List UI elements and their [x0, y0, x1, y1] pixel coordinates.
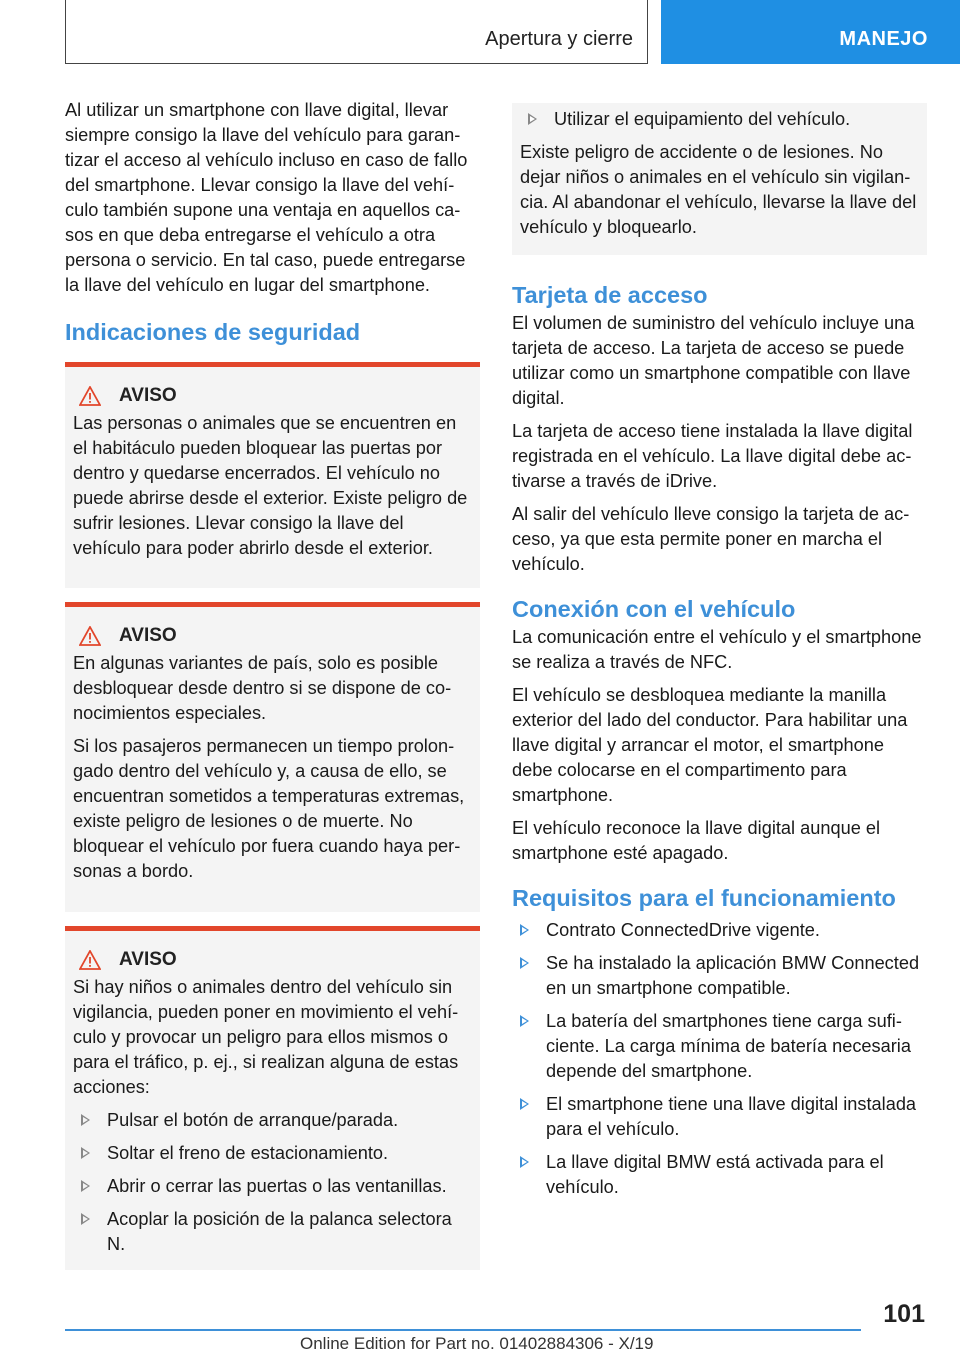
page-number: 101 [883, 1300, 925, 1328]
warning-continuation-box [512, 103, 927, 255]
warning-box-3 [65, 926, 480, 1270]
triangle-bullet-icon [81, 1147, 90, 1159]
list-item-text: Acoplar la posición de la palanca selectora N. [107, 1209, 452, 1254]
list-item-text: Contrato ConnectedDrive vigente. [546, 920, 820, 940]
list-item [512, 951, 927, 1001]
connection-paragraph: El vehículo reconoce la llave digital aunque el smartphone esté apagado. [512, 818, 881, 863]
triangle-bullet-icon [520, 957, 529, 969]
connection-paragraph: La comunicación entre el vehículo y el smartphone se realiza a través de NFC. [512, 627, 922, 672]
access-card-paragraph: La tarjeta de acceso tiene instalada la llave digital registrada en el vehículo. La llave digital debe activarse a través de iDrive. [512, 421, 913, 491]
list-item-text: La batería del smartphones tiene carga suficiente. La carga mínima de batería necesaria depende del smartphone. [546, 1011, 911, 1081]
warning-triangle-icon [79, 626, 101, 646]
left-column [65, 98, 480, 1270]
list-item [520, 107, 919, 132]
warning-text: Existe peligro de accidente o de lesiones. No dejar niños o animales en el vehículo sin vigilancia. Al abandonar el vehículo, llevarse la llave del vehículo y bloquearlo. [520, 142, 917, 237]
warning-triangle-icon [79, 386, 101, 406]
access-card-paragraph: Al salir del vehículo lleve consigo la tarjeta de acceso, ya que esta permite poner en marcha el vehículo. [512, 504, 910, 574]
list-item [512, 1009, 927, 1084]
warning-label: AVISO [119, 949, 177, 970]
header-section-box [65, 0, 648, 64]
list-item-text: Soltar el freno de estacionamiento. [107, 1143, 389, 1163]
access-card-paragraph: El volumen de suministro del vehículo incluye una tarjeta de acceso. La tarjeta de acceso se puede utilizar como un smartphone compatible con llave digital. [512, 313, 915, 408]
warning-triangle-icon [79, 950, 101, 970]
warning-header [73, 625, 472, 647]
access-card-heading: Tarjeta de acceso [512, 282, 708, 308]
header-chapter-title: MANEJO [839, 28, 928, 50]
header-chapter-tab [661, 0, 960, 64]
warning-box-1 [65, 362, 480, 588]
footer-divider [65, 1329, 861, 1331]
warning-text: Si los pasajeros permanecen un tiempo prolongado dentro del vehículo y, a causa de ello, se encuentran sometidos a temperaturas extremas, existe peligro de lesiones o de muerte. No bloquear el vehículo por fuera cuando haya personas a bordo. [73, 736, 465, 881]
list-item [512, 1150, 927, 1200]
list-item [512, 1092, 927, 1142]
warning-text: Si hay niños o animales dentro del vehículo sin vigilancia, pueden poner en movimiento el vehículo y provocar un peligro para ellos mismos o para el tráfico, p. ej., si realizan alguna de estas acciones: [73, 977, 459, 1097]
list-item-text: La llave digital BMW está activada para el vehículo. [546, 1152, 884, 1197]
warning-header [73, 949, 472, 971]
warning-label: AVISO [119, 625, 177, 646]
warning-action-list [73, 1108, 472, 1257]
list-item-text: El smartphone tiene una llave digital instalada para el vehículo. [546, 1094, 917, 1139]
triangle-bullet-icon [520, 1156, 529, 1168]
edition-note: Online Edition for Part no. 01402884306 - X/19 [300, 1334, 654, 1353]
list-item [512, 918, 927, 943]
triangle-bullet-icon [528, 113, 537, 125]
list-item [73, 1141, 472, 1166]
list-item [73, 1174, 472, 1199]
triangle-bullet-icon [520, 1098, 529, 1110]
warning-text: En algunas variantes de país, solo es posible desbloquear desde dentro si se dispone de conocimientos especiales. [73, 653, 452, 723]
warning-header [73, 385, 472, 407]
connection-heading: Conexión con el vehículo [512, 596, 796, 622]
list-item-text: Pulsar el botón de arranque/parada. [107, 1110, 399, 1130]
connection-paragraph: El vehículo se desbloquea mediante la manilla exterior del lado del conductor. Para habilitar una llave digital y arrancar el motor, el smartphone debe colocarse en el compartimento para smartphone. [512, 685, 908, 805]
safety-heading: Indicaciones de seguridad [65, 319, 361, 345]
triangle-bullet-icon [81, 1213, 90, 1225]
triangle-bullet-icon [520, 924, 529, 936]
list-item-text: Se ha instalado la aplicación BMW Connected en un smartphone compatible. [546, 953, 920, 998]
list-item-text: Abrir o cerrar las puertas o las ventanillas. [107, 1176, 447, 1196]
intro-paragraph: Al utilizar un smartphone con llave digital, llevar siempre consigo la llave del vehículo para garantizar el acceso al vehículo incluso en caso de fallo del smartphone. Llevar consigo la llave del vehículo también supone una ventaja en aquellos casos en que deba entregarse el vehículo a otra persona o servicio. En tal caso, puede entregarse la llave del vehículo en lugar del smartphone. [65, 100, 468, 295]
warning-text: Las personas o animales que se encuentren en el habitáculo pueden bloquear las puertas por dentro y quedarse encerrados. El vehículo no puede abrirse desde el exterior. Existe peligro de sufrir lesiones. Llevar consigo la llave del vehículo para poder abrirlo desde el exterior. [73, 413, 468, 558]
triangle-bullet-icon [81, 1180, 90, 1192]
warning-label: AVISO [119, 385, 177, 406]
triangle-bullet-icon [81, 1114, 90, 1126]
right-column [512, 103, 927, 1208]
requirements-list [512, 918, 927, 1200]
header-section-title: Apertura y cierre [485, 28, 633, 50]
warning-box-2 [65, 602, 480, 912]
triangle-bullet-icon [520, 1015, 529, 1027]
list-item [73, 1108, 472, 1133]
requirements-heading: Requisitos para el funcionamiento [512, 885, 896, 911]
list-item [73, 1207, 472, 1257]
warning-action-list [520, 107, 919, 132]
list-item-text: Utilizar el equipamiento del vehículo. [554, 109, 851, 129]
